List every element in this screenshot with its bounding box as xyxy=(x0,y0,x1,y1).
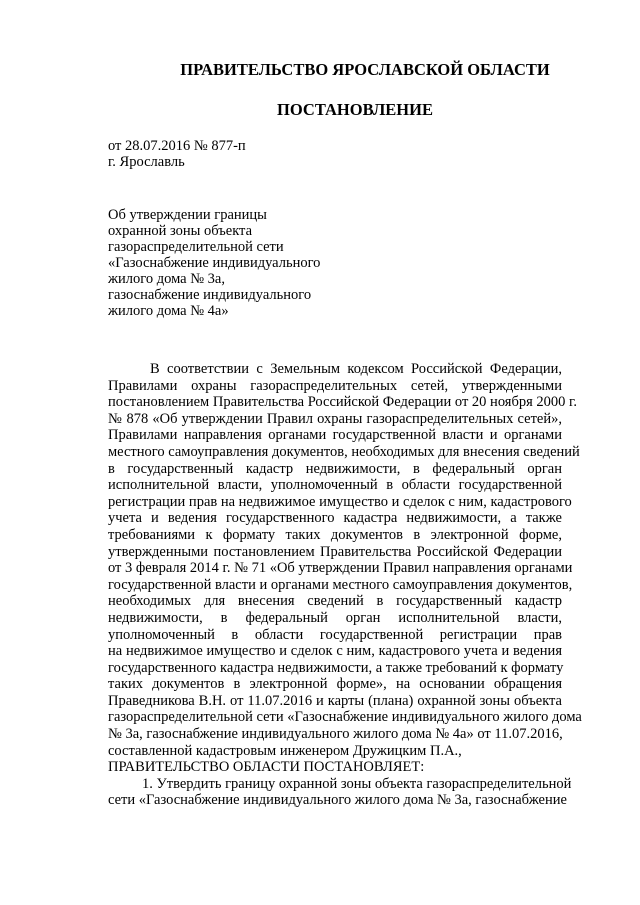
body-line: в государственный кадастр недвижимости, в федеральный орган xyxy=(108,460,562,477)
subject-line: Об утверждении границы xyxy=(108,207,267,223)
body-line: уполномоченный в области государственной регистрации прав xyxy=(108,626,562,643)
document-type-heading: ПОСТАНОВЛЕНИЕ xyxy=(277,100,433,119)
body-line: таких документов в электронной форме», на основании обращения xyxy=(108,676,562,693)
resolution-statement: ПРАВИТЕЛЬСТВО ОБЛАСТИ ПОСТАНОВЛЯЕТ: xyxy=(108,759,425,776)
body-line: № 3а, газоснабжение индивидуального жилого дома № 4а» от 11.07.2016, xyxy=(108,726,563,743)
body-line: Правилами охраны газораспределительных сетей, утвержденными xyxy=(108,377,562,394)
subject-line: газоснабжение индивидуального xyxy=(108,287,312,303)
city: г. Ярославль xyxy=(108,154,185,170)
body-line: утвержденными постановлением Правительства Российской Федерации xyxy=(108,543,562,560)
body-line: государственного кадастра недвижимости, а также требований к формату xyxy=(108,659,564,676)
date-number: от 28.07.2016 № 877-п xyxy=(108,138,246,154)
body-line: № 878 «Об утверждении Правил охраны газораспределительных сетей», xyxy=(108,410,562,427)
body-line: постановлением Правительства Российской Федерации от 20 ноября 2000 г. xyxy=(108,394,577,411)
body-line: на недвижимое имущество и сделок с ним, кадастрового учета и ведения xyxy=(108,643,562,660)
item-1-line: 1. Утвердить границу охранной зоны объекта газораспределительной xyxy=(142,775,572,792)
body-line: В соответствии с Земельным кодексом Российской Федерации, xyxy=(150,361,562,377)
subject-line: «Газоснабжение индивидуального xyxy=(108,255,321,271)
body-line: недвижимости, в федеральный орган исполнительной власти, xyxy=(108,609,562,626)
body-line: исполнительной власти, уполномоченный в области государственной xyxy=(108,477,562,494)
body-line: Правилами направления органами государственной власти и органами xyxy=(108,427,562,444)
body-line: требованиями к формату таких документов в электронной форме, xyxy=(108,526,562,543)
authority-heading: ПРАВИТЕЛЬСТВО ЯРОСЛАВСКОЙ ОБЛАСТИ xyxy=(180,60,550,79)
body-line: регистрации прав на недвижимое имущество и сделок с ним, кадастрового xyxy=(108,493,572,510)
document-subject xyxy=(108,207,320,319)
body-line: газораспределительной сети «Газоснабжение индивидуального жилого дома xyxy=(108,709,582,726)
body-line: от 3 февраля 2014 г. № 71 «Об утверждении Правил направления органами xyxy=(108,560,573,577)
body-line: учета и ведения государственного кадастра недвижимости, а также xyxy=(108,510,562,527)
body-line: составленной кадастровым инженером Дружицким П.А., xyxy=(108,742,462,759)
subject-line: охранной зоны объекта xyxy=(108,223,253,239)
body-line: Праведникова В.Н. от 11.07.2016 и карты (плана) охранной зоны объекта xyxy=(108,692,562,709)
body-line: необходимых для внесения сведений в государственный кадастр xyxy=(108,593,562,610)
item-1-line: сети «Газоснабжение индивидуального жилого дома № 3а, газоснабжение xyxy=(108,792,567,809)
subject-line: жилого дома № 3а, xyxy=(108,271,225,287)
body-line: местного самоуправления документов, необходимых для внесения сведений xyxy=(108,443,580,460)
body-line: государственной власти и органами местного самоуправления документов, xyxy=(108,576,573,593)
document-body xyxy=(108,361,582,809)
document-meta xyxy=(108,138,246,170)
subject-line: газораспределительной сети xyxy=(108,239,284,255)
subject-line: жилого дома № 4а» xyxy=(108,303,229,319)
